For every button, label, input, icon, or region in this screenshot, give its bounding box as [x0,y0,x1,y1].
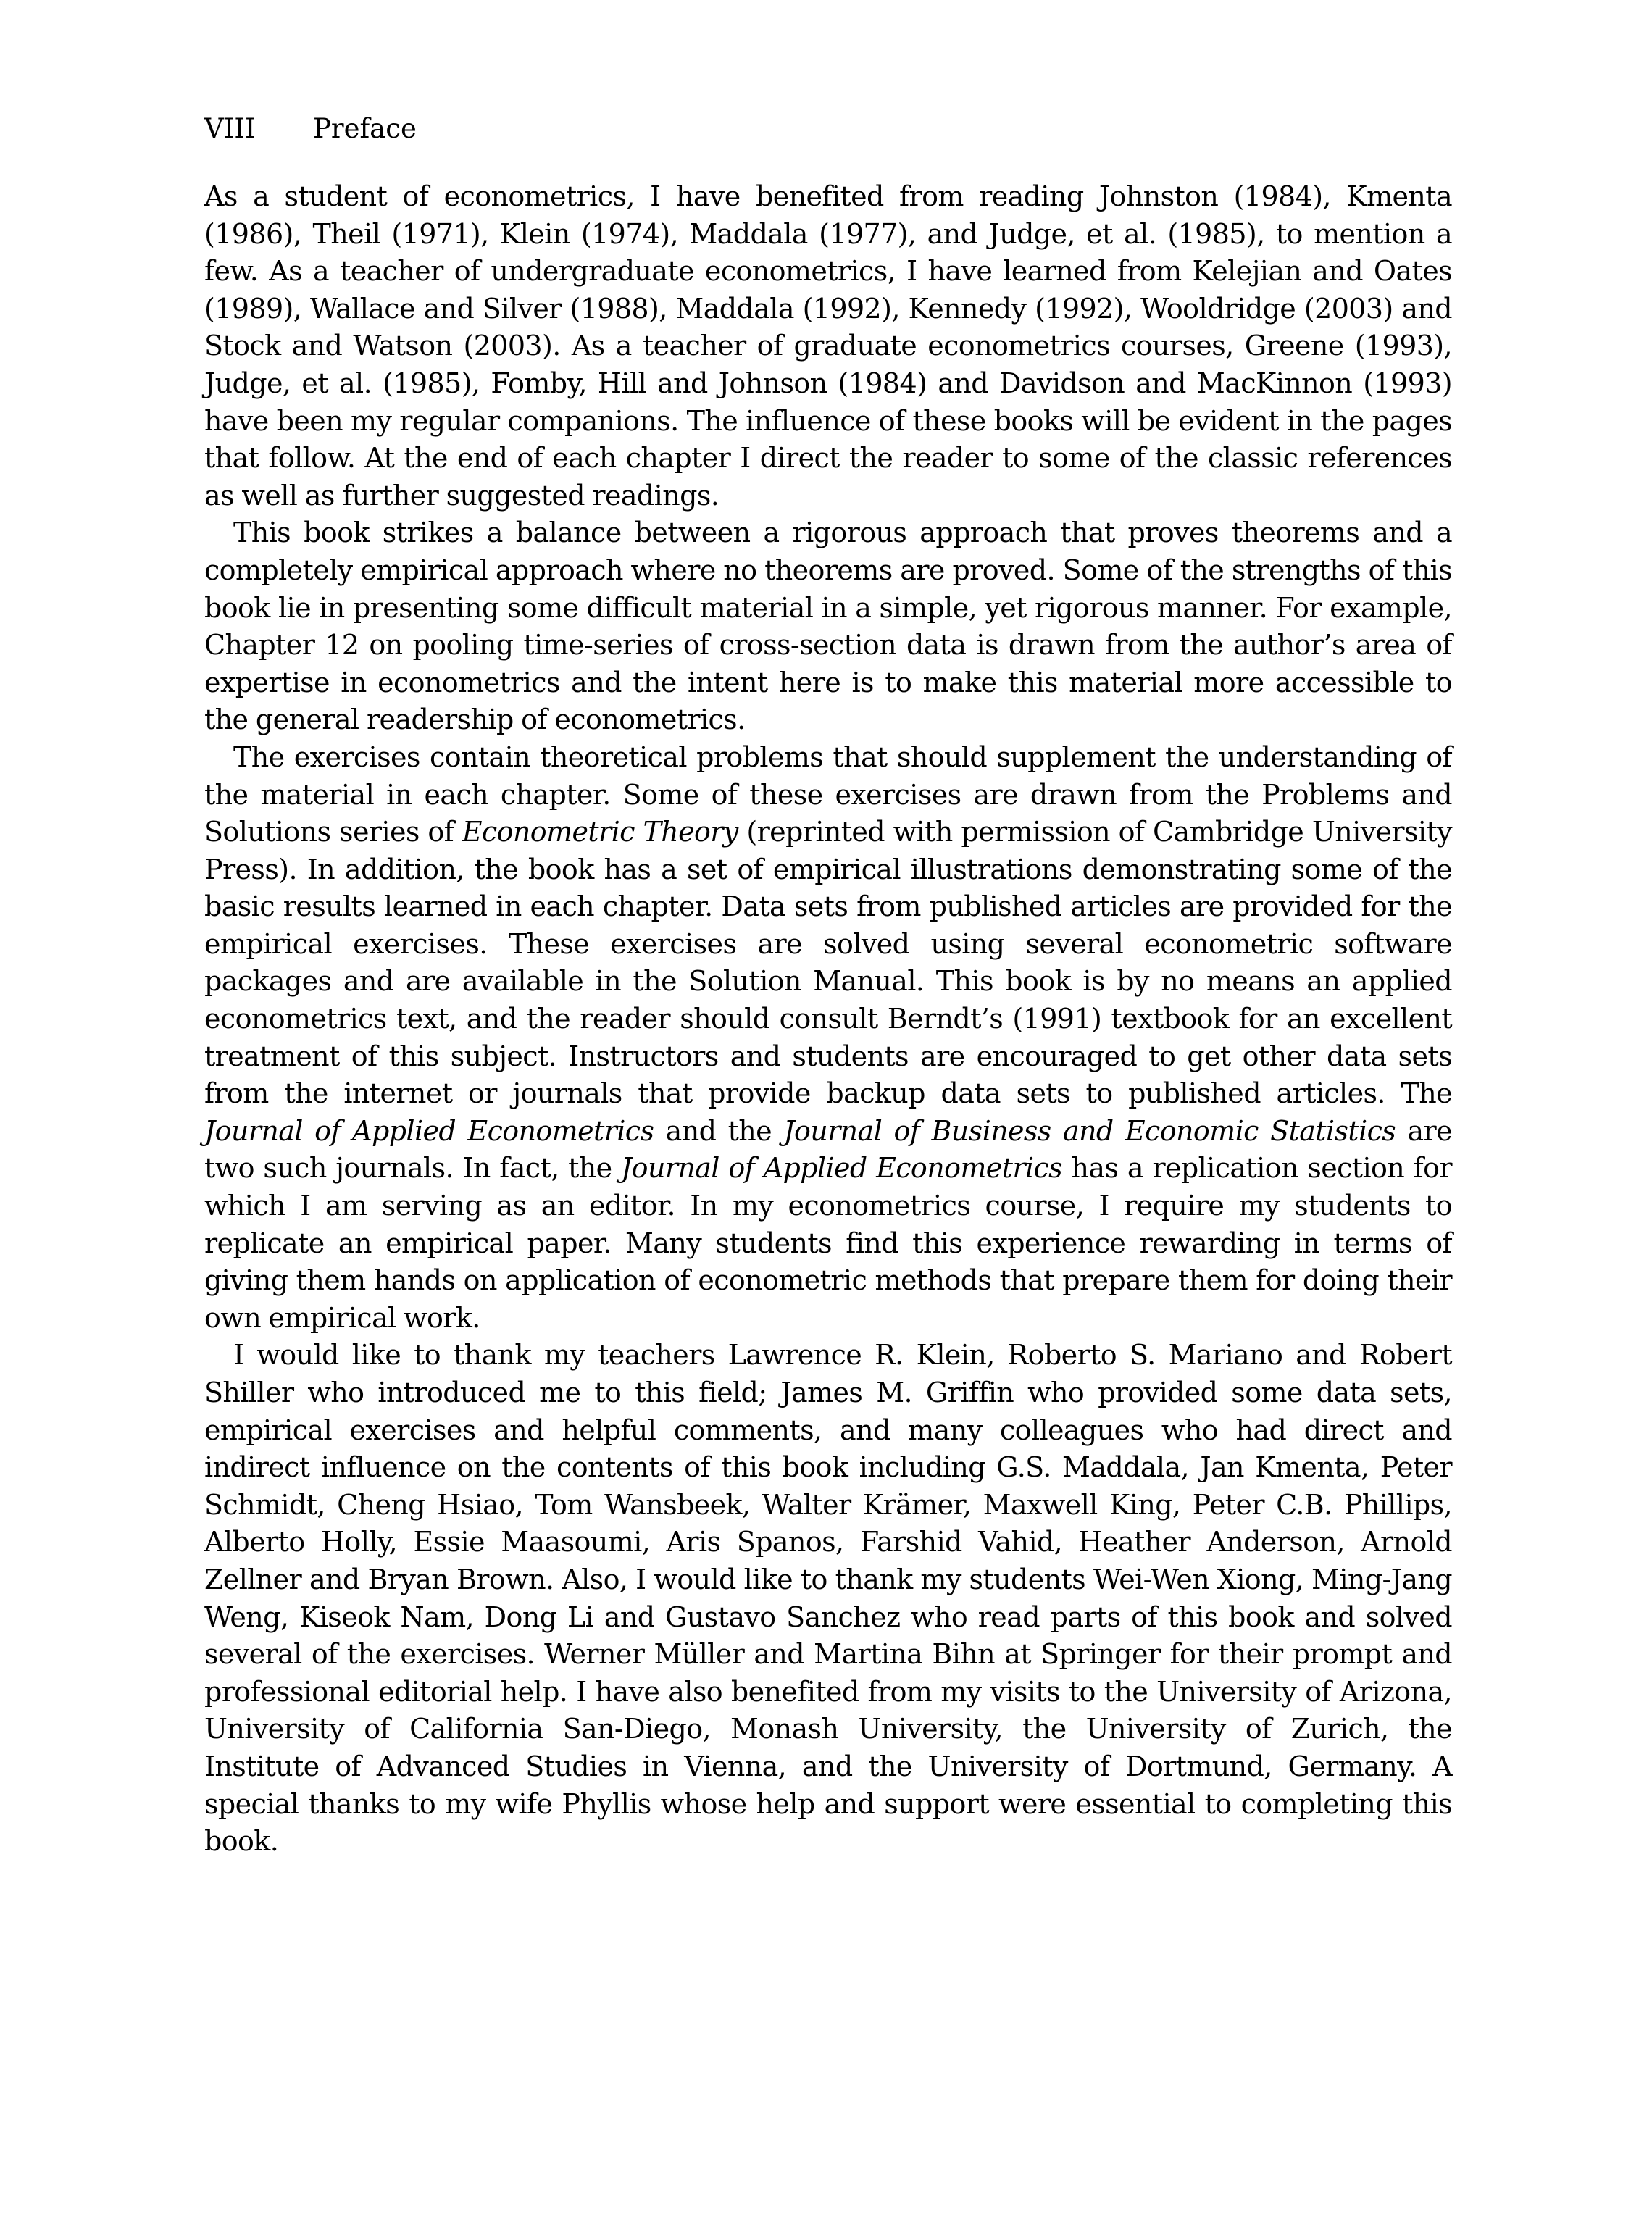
paragraph-acknowledgements [204,1337,1452,1860]
paragraph-text: This book strikes a balance between a rigorous approach that proves theorems and a completely empirical approach where no theorems are proved. Some of the strengths of this book lie in presenting some difficult material in a simple, yet rigorous manner. For example, Chapter 12 on pooling time-series of cross-section data is drawn from the author’s area of expertise in econometrics and the intent here is to make this material more accessible to the general readership of econometrics. [204,517,1452,736]
journal-title: Journal of Applied Econometrics [204,1114,654,1147]
paragraph-text: are two such journals. In fact, the [204,1114,1452,1185]
paragraph-text: and the [654,1114,784,1147]
running-head [204,110,417,148]
paragraph-text: The exercises contain theoretical problems that should supplement the understanding of the material in each chapter. Some of these exercises are drawn from the Problems and Solutions series of [204,740,1452,848]
journal-title: Journal of Applied Econometrics [621,1152,1063,1185]
paragraph-text: As a student of econometrics, I have benefited from reading Johnston (1984), Kmenta (1986), Theil (1971), Klein (1974), Maddala (1977), and Judge, et al. (1985), to mention a few. As a teacher of undergraduate econometrics, I have learned from Kelejian and Oates (1989), Wallace and Silver (1988), Maddala (1992), Kennedy (1992), Wooldridge (2003) and Stock and Watson (2003). As a teacher of graduate econometrics courses, Greene (1993), Judge, et al. (1985), Fomby, Hill and Johnson (1984) and Davidson and MacKinnon (1993) have been my regular companions. The influence of these books will be evident in the pages that follow. At the end of each chapter I direct the reader to some of the classic references as well as further suggested readings. [204,180,1452,512]
paragraph-influences [204,178,1452,514]
paragraph-text: (reprinted with permission of Cambridge University Press). In addition, the book has a set of empirical illustrations demonstrating some of the basic results learned in each chapter. Data sets from published articles are provided for the empirical exercises. These exercises are solved using several econometric software packages and are available in the Solution Manual. This book is by no means an applied econometrics text, and the reader should consult Berndt’s (1991) textbook for an excellent treatment of this subject. Instructors and students are encouraged to get other data sets from the internet or journals that provide backup data sets to published articles. The [204,816,1452,1110]
paragraph-approach [204,514,1452,739]
paragraph-text: has a replication section for which I am serving as an editor. In my econometrics course, I require my students to replicate an empirical paper. Many students find this experience rewarding in terms of giving them hands on application of econometric methods that prepare them for doing their own empirical work. [204,1152,1452,1334]
page-number: VIII [204,113,256,144]
chapter-title: Preface [313,113,417,144]
journal-title: Journal of Business and Economic Statistics [783,1114,1396,1147]
preface-body [204,178,1452,1861]
paragraph-exercises [204,739,1452,1337]
paragraph-text: I would like to thank my teachers Lawrence R. Klein, Roberto S. Mariano and Robert Shiller who introduced me to this field; James M. Griffin who provided some data sets, empirical exercises and helpful comments, and many colleagues who had direct and indirect influence on the contents of this book including G.S. Maddala, Jan Kmenta, Peter Schmidt, Cheng Hsiao, Tom Wansbeek, Walter Krämer, Maxwell King, Peter C.B. Phillips, Alberto Holly, Essie Maasoumi, Aris Spanos, Farshid Vahid, Heather Anderson, Arnold Zellner and Bryan Brown. Also, I would like to thank my students Wei-Wen Xiong, Ming-Jang Weng, Kiseok Nam, Dong Li and Gustavo Sanchez who read parts of this book and solved several of the exercises. Werner Müller and Martina Bihn at Springer for their prompt and professional editorial help. I have also benefited from my visits to the University of Arizona, University of California San-Diego, Monash University, the University of Zurich, the Institute of Advanced Studies in Vienna, and the University of Dortmund, Germany. A special thanks to my wife Phyllis whose help and support were essential to completing this book. [204,1339,1452,1858]
journal-title: Econometric Theory [462,816,738,848]
